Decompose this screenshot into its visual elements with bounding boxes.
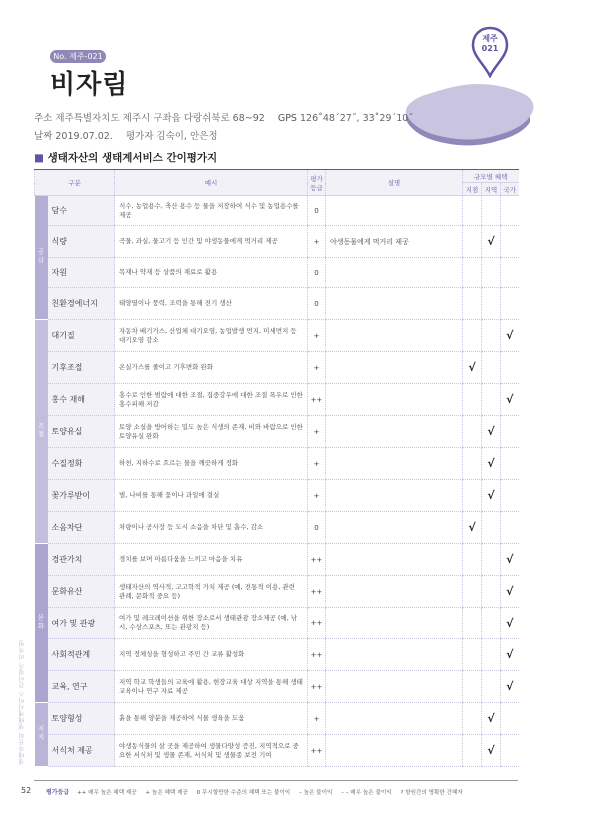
header-national: 국가: [501, 183, 519, 196]
scale-local-cell: [463, 416, 482, 448]
check-mark: √: [506, 648, 514, 661]
scale-national-cell: [501, 608, 519, 639]
description-cell: [326, 608, 463, 639]
check-mark: √: [468, 521, 476, 534]
check-mark: √: [487, 744, 495, 757]
grade-cell: ++: [308, 639, 326, 671]
grade-cell: +: [308, 226, 326, 258]
scale-local-cell: [463, 544, 482, 576]
table-row: [35, 258, 519, 288]
header-regional: 지역: [482, 183, 501, 196]
scale-regional-cell: [482, 416, 501, 448]
scale-local-cell: [463, 512, 482, 544]
check-mark: √: [487, 425, 495, 438]
service-example-cell: 생태자산의 역사적, 고고학적 가치 제공 (예, 전통적 이용, 관련 관례, 문화적 중요 등): [115, 576, 308, 608]
scale-regional-cell: [482, 196, 501, 226]
check-mark: √: [506, 616, 514, 630]
table-row: [35, 196, 519, 226]
grade-cell: +: [308, 320, 326, 352]
table-row: [35, 448, 519, 480]
address-line: [34, 110, 423, 124]
description-cell: [326, 448, 463, 480]
region-pin-label: [471, 34, 509, 54]
evaluator-value: 김숙이, 안은정: [156, 131, 218, 142]
scale-regional-cell: [482, 735, 501, 767]
scale-local-cell: [463, 671, 482, 703]
service-name-cell: 대기질: [48, 320, 115, 352]
service-name-cell: 꽃가루받이: [48, 480, 115, 512]
scale-national-cell: [501, 258, 519, 288]
scale-local-cell: [463, 703, 482, 735]
description-cell: [326, 512, 463, 544]
scale-regional-cell: [482, 480, 501, 512]
header-example: 예시: [115, 170, 308, 196]
service-name-cell: 경관가치: [48, 544, 115, 576]
grade-cell: ++: [308, 735, 326, 767]
scale-national-cell: [501, 448, 519, 480]
check-mark: √: [506, 329, 514, 342]
service-name-cell: 자원: [48, 258, 115, 288]
service-example-cell: 곡물, 과실, 물고기 등 인간 및 야생동물에게 먹거리 제공: [115, 226, 308, 258]
gps-label: GPS: [277, 113, 297, 124]
scale-national-cell: [501, 703, 519, 735]
scale-regional-cell: [482, 639, 501, 671]
scale-regional-cell: [482, 258, 501, 288]
service-example-cell: 토양 소실을 방어하는 밀도 높은 식생의 존재, 비와 바람으로 인한 토양유실 완화: [115, 416, 308, 448]
header-grade-line1: 평가: [310, 174, 323, 183]
service-name-cell: 토양형성: [48, 703, 115, 735]
scale-local-cell: [463, 384, 482, 416]
scale-regional-cell: [482, 608, 501, 639]
description-cell: [326, 544, 463, 576]
description-cell: [326, 320, 463, 352]
description-cell: [326, 288, 463, 320]
service-example-cell: 흙을 통해 양분을 제공하여 식물 생육을 도움: [115, 703, 308, 735]
table-row: [35, 608, 519, 639]
table-row: [35, 576, 519, 608]
description-cell: [326, 639, 463, 671]
category-group-label: 문화: [36, 613, 45, 631]
category-group-cell: [35, 196, 48, 320]
evaluator-label: 평가자: [125, 131, 154, 142]
legend-title: 평가등급: [46, 789, 70, 796]
header-grade-line2: 등급: [310, 183, 323, 192]
grade-cell: 0: [308, 258, 326, 288]
table-body: [35, 196, 519, 767]
description-cell: [326, 480, 463, 512]
service-name-cell: 소음차단: [48, 512, 115, 544]
scale-regional-cell: [482, 512, 501, 544]
table-row: [35, 416, 519, 448]
scale-national-cell: [501, 196, 519, 226]
table-row: [35, 288, 519, 320]
service-example-cell: 지역 정체성을 형성하고 주민 간 교류 활성화: [115, 639, 308, 671]
description-cell: [326, 416, 463, 448]
service-name-cell: 수질정화: [48, 448, 115, 480]
category-group-cell: [35, 544, 48, 703]
scale-local-cell: [463, 639, 482, 671]
service-example-cell: 차량이나 공사장 등 도시 소음을 차단 및 흡수, 감소: [115, 512, 308, 544]
check-mark: √: [506, 680, 514, 693]
address-label: 주소: [34, 113, 53, 124]
service-example-cell: 야생동식물의 살 곳을 제공하여 생물다양성 증진, 지역적으로 중요한 서식처 및 생물 존재, 서식처 및 생물종 보전 기여: [115, 735, 308, 767]
category-group-label: 지지: [36, 725, 45, 742]
service-example-cell: 경치를 보며 아름다움을 느끼고 마음을 치유: [115, 544, 308, 576]
legend-item: 0 무시할만한 수준의 혜택 또는 불이익: [196, 790, 291, 796]
grade-cell: +: [308, 448, 326, 480]
grade-cell: +: [308, 480, 326, 512]
grade-cell: ++: [308, 576, 326, 608]
scale-local-cell: [463, 448, 482, 480]
address-value: 제주특별자치도 제주시 구좌읍 다랑쉬북로 68~92: [55, 113, 265, 124]
table-row: [35, 639, 519, 671]
table-row: [35, 480, 519, 512]
table-row: [35, 352, 519, 384]
scale-regional-cell: [482, 320, 501, 352]
scale-local-cell: [463, 608, 482, 639]
side-running-title: 생태자산의 생태계서비스 간이평가 비자림: [19, 640, 26, 765]
service-name-cell: 홍수 재해: [48, 384, 115, 416]
date-line: [34, 128, 228, 142]
service-name-cell: 친환경에너지: [48, 288, 115, 320]
scale-national-cell: [501, 352, 519, 384]
header-grade: [308, 170, 326, 196]
check-mark: √: [487, 712, 495, 725]
category-group-label: 조절: [36, 422, 45, 439]
region-number: 021: [481, 44, 499, 53]
scale-national-cell: [501, 416, 519, 448]
scale-national-cell: [501, 671, 519, 703]
scale-local-cell: [463, 320, 482, 352]
service-example-cell: 온실가스를 줄이고 기후변화 완화: [115, 352, 308, 384]
description-cell: [326, 703, 463, 735]
scale-national-cell: [501, 576, 519, 608]
grade-cell: ++: [308, 671, 326, 703]
scale-local-cell: [463, 735, 482, 767]
check-mark: √: [487, 489, 495, 502]
scale-local-cell: [463, 258, 482, 288]
service-name-cell: 식량: [48, 226, 115, 258]
page-number: 52: [21, 786, 32, 795]
service-name-cell: 담수: [48, 196, 115, 226]
grade-cell: ++: [308, 544, 326, 576]
category-group-cell: [35, 703, 48, 767]
grade-cell: ++: [308, 384, 326, 416]
scale-local-cell: [463, 480, 482, 512]
service-name-cell: 서식처 제공: [48, 735, 115, 767]
scale-national-cell: [501, 544, 519, 576]
scale-regional-cell: [482, 352, 501, 384]
scale-national-cell: [501, 512, 519, 544]
date-label: 날짜: [34, 131, 53, 142]
table-row: [35, 671, 519, 703]
table-row: [35, 544, 519, 576]
description-cell: [326, 196, 463, 226]
service-name-cell: 기후조절: [48, 352, 115, 384]
description-cell: [326, 735, 463, 767]
scale-local-cell: [463, 576, 482, 608]
scale-national-cell: [501, 226, 519, 258]
check-mark: √: [506, 585, 514, 598]
service-name-cell: 토양유실: [48, 416, 115, 448]
grade-cell: +: [308, 703, 326, 735]
grade-cell: 0: [308, 288, 326, 320]
scale-national-cell: [501, 288, 519, 320]
description-cell: [326, 384, 463, 416]
category-group-label: 공급: [36, 248, 45, 265]
scale-local-cell: [463, 352, 482, 384]
scale-national-cell: [501, 639, 519, 671]
service-name-cell: 문화유산: [48, 576, 115, 608]
table-row: [35, 703, 519, 735]
section-bullet: ■: [34, 152, 44, 164]
scale-local-cell: [463, 196, 482, 226]
scale-regional-cell: [482, 288, 501, 320]
scale-regional-cell: [482, 448, 501, 480]
check-mark: √: [487, 235, 495, 248]
service-example-cell: 목재나 약재 등 상품의 재료로 활용: [115, 258, 308, 288]
page-title: 비자림: [50, 70, 129, 100]
legend-item: ? 항원간의 명확한 간혜자: [400, 790, 463, 796]
category-group-cell: [35, 320, 48, 544]
service-name-cell: 사회적관계: [48, 639, 115, 671]
service-name-cell: 여가 및 관광: [48, 608, 115, 639]
site-number-badge: No. 제주-021: [50, 50, 106, 63]
date-value: 2019.07.02.: [55, 131, 113, 142]
service-example-cell: 여가 및 레크레이션을 위한 장소로서 생태관광 장소제공 (예, 낚시, 수상스포츠, 또는 관광지 등): [115, 608, 308, 639]
description-cell: 야생동물에게 먹거리 제공: [326, 226, 463, 258]
table-row: [35, 735, 519, 767]
service-example-cell: 지역 학교 학생들의 교육에 활용, 현장교육 대상 지역을 통해 생태교육이나 연구 자료 제공: [115, 671, 308, 703]
description-cell: [326, 352, 463, 384]
service-name-cell: 교육, 연구: [48, 671, 115, 703]
scale-national-cell: [501, 480, 519, 512]
legend-item: – – 매우 높은 불이익: [341, 790, 392, 796]
grade-legend: [46, 787, 470, 796]
header-description: 설명: [326, 170, 463, 196]
service-example-cell: 홍수로 인한 범람에 대한 조절, 집중강우에 대한 조절 폭우로 인한 홍수피해 저감: [115, 384, 308, 416]
scale-regional-cell: [482, 384, 501, 416]
check-mark: √: [506, 393, 514, 406]
grade-cell: ++: [308, 608, 326, 639]
section-title-text: 생태자산의 생태계서비스 간이평가지: [47, 152, 218, 164]
grade-cell: +: [308, 352, 326, 384]
legend-item: – 높은 불이익: [299, 790, 333, 796]
legend-item: + 높은 혜택 제공: [145, 790, 188, 796]
table-row: [35, 384, 519, 416]
service-example-cell: 식수, 농업용수, 축산 용수 등 물을 저장하여 식수 및 농업용수를 제공: [115, 196, 308, 226]
check-mark: √: [468, 361, 476, 374]
check-mark: √: [487, 457, 495, 470]
footer-divider: [34, 780, 518, 781]
scale-national-cell: [501, 320, 519, 352]
grade-cell: 0: [308, 196, 326, 226]
grade-cell: +: [308, 416, 326, 448]
gps-value: 126˚48´27˝, 33˚29´10˝: [299, 113, 414, 124]
scale-regional-cell: [482, 671, 501, 703]
table-row: [35, 512, 519, 544]
service-example-cell: 태양열이나 풍력, 조력을 통해 전기 생산: [115, 288, 308, 320]
scale-regional-cell: [482, 226, 501, 258]
header-local: 지점: [463, 183, 482, 196]
grade-cell: 0: [308, 512, 326, 544]
service-example-cell: 벌, 나비를 통해 꽃이나 과일에 결실: [115, 480, 308, 512]
table-row: [35, 320, 519, 352]
scale-local-cell: [463, 288, 482, 320]
scale-national-cell: [501, 735, 519, 767]
description-cell: [326, 671, 463, 703]
header-category: 구분: [35, 170, 115, 196]
scale-regional-cell: [482, 703, 501, 735]
evaluation-table: [34, 169, 519, 767]
section-title: [34, 150, 217, 165]
table-row: [35, 226, 519, 258]
scale-regional-cell: [482, 544, 501, 576]
check-mark: √: [506, 553, 514, 566]
scale-national-cell: [501, 384, 519, 416]
legend-item: ++ 매우 높은 혜택 제공: [76, 790, 137, 796]
scale-regional-cell: [482, 576, 501, 608]
region-tag: 제주: [482, 34, 498, 43]
service-example-cell: 하천, 지하수로 흐르는 물을 깨끗하게 정화: [115, 448, 308, 480]
description-cell: [326, 258, 463, 288]
scale-local-cell: [463, 226, 482, 258]
service-example-cell: 자동차 배기가스, 산업체 대기오염, 농업발생 먼지, 미세먼지 등 대기오염 감소: [115, 320, 308, 352]
description-cell: [326, 576, 463, 608]
header-scale: 규모별 혜택: [463, 170, 519, 183]
